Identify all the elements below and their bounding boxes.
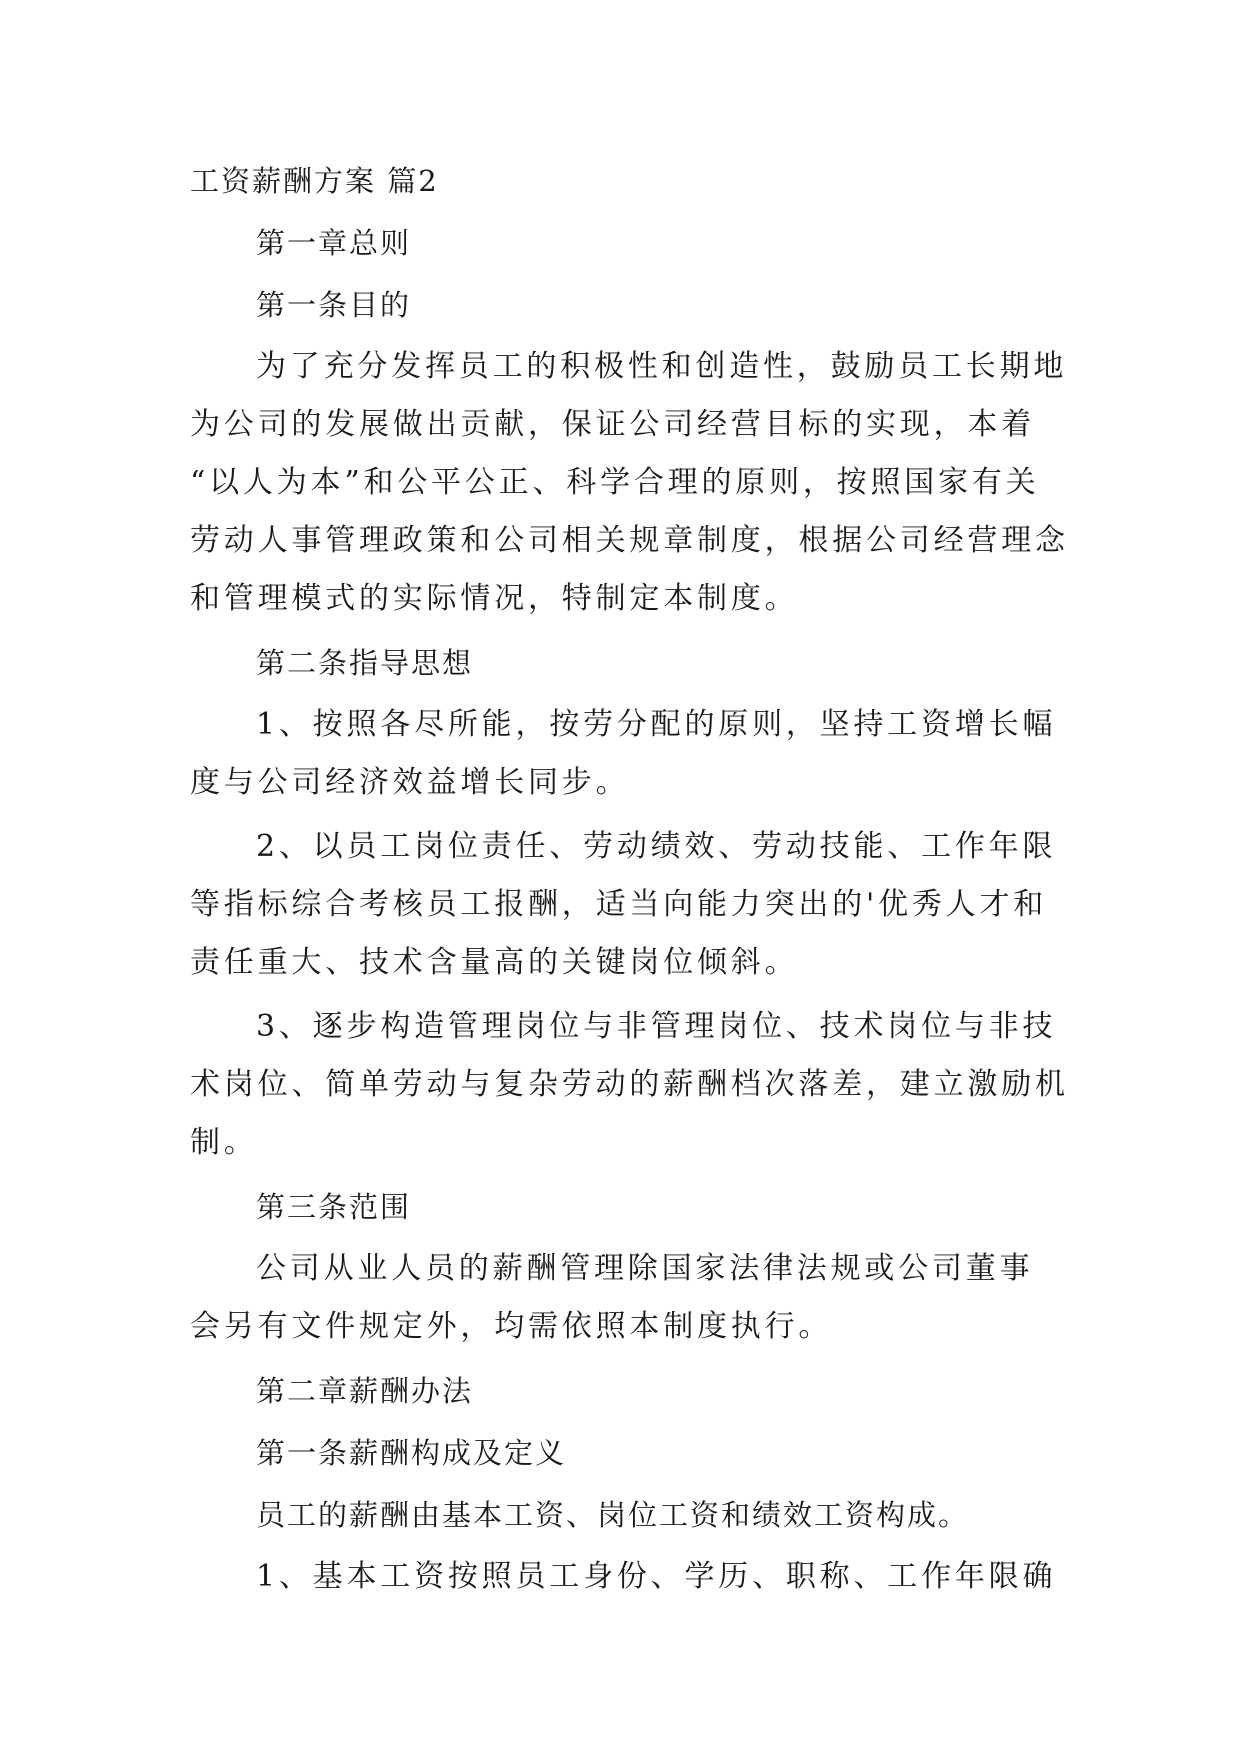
paragraph-guideline-1 [190,696,1057,812]
paragraph-scope [190,1240,1050,1356]
document-title: 工资薪酬方案 篇2 [190,164,439,198]
paragraph-guideline-3 [190,998,1069,1172]
paragraph-line: 术岗位、简单劳动与复杂劳动的薪酬档次落差，建立激励机 [190,1067,1069,1102]
paragraph-purpose [190,338,1069,628]
article-heading: 第二条指导思想 [256,646,474,680]
paragraph-line: 2、以员工岗位责任、劳动绩效、劳动技能、工作年限 [256,829,1057,864]
paragraph-line: 1、基本工资按照员工身份、学历、职称、工作年限确 [256,1559,1057,1594]
article-heading: 第一条目的 [256,288,412,322]
document-body [190,152,1069,1612]
paragraph-line: 为了充分发挥员工的积极性和创造性，鼓励员工长期地 [256,349,1068,384]
paragraph-line: 会另有文件规定外，均需依照本制度执行。 [190,1309,833,1344]
paragraph-line: 3、逐步构造管理岗位与非管理岗位、技术岗位与非技 [256,1009,1057,1044]
paragraph-line: “以人为本”和公平公正、科学合理的原则，按照国家有关 [190,465,1040,500]
paragraph-line: 责任重大、技术含量高的关键岗位倾斜。 [190,945,799,980]
section-heading: 第一章总则 [256,226,412,260]
paragraph-line: 等指标综合考核员工报酬，适当向能力突出的'优秀人才和 [190,887,1048,922]
paragraph-line: 为公司的发展做出贡献，保证公司经营目标的实现，本着 [190,407,1035,442]
paragraph-line: 1、按照各尽所能，按劳分配的原则，坚持工资增长幅 [256,707,1057,742]
paragraph-line: 制。 [190,1125,258,1160]
paragraph-composition: 员工的薪酬由基本工资、岗位工资和绩效工资构成。 [256,1498,970,1532]
paragraph-guideline-2 [190,818,1057,992]
article-heading: 第一条薪酬构成及定义 [256,1436,567,1470]
article-heading: 第三条范围 [256,1190,412,1224]
paragraph-line: 劳动人事管理政策和公司相关规章制度，根据公司经营理念 [190,523,1069,558]
paragraph-basic-salary [190,1548,1057,1606]
paragraph-line: 度与公司经济效益增长同步。 [190,765,630,800]
paragraph-line: 和管理模式的实际情况，特制定本制度。 [190,581,799,616]
section-heading: 第二章薪酬办法 [256,1374,474,1408]
paragraph-line: 公司从业人员的薪酬管理除国家法律法规或公司董事 [256,1251,1034,1286]
